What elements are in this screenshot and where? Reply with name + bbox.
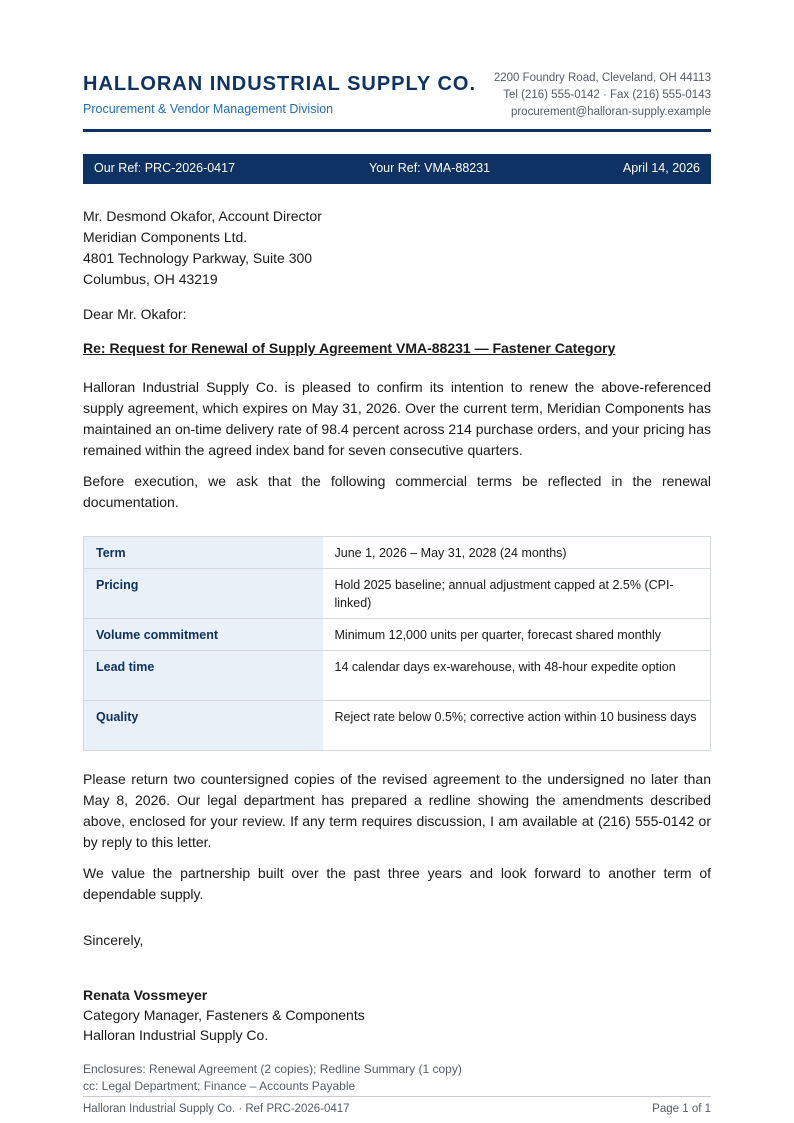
recipient-name: Mr. Desmond Okafor, Account Director [83,208,322,224]
your-reference: Your Ref: VMA-88231 [369,161,491,175]
terms-row [84,619,711,651]
company-name: HALLORAN INDUSTRIAL SUPPLY CO. [83,73,476,95]
page-number: Page 1 of 1 [652,1103,711,1115]
term-label: Volume commitment [84,619,323,651]
terms-row [84,569,711,619]
recipient-city: Columbus, OH 43219 [83,271,218,287]
letterhead-divider [83,129,711,132]
recipient-company: Meridian Components Ltd. [83,229,248,245]
term-value: Reject rate below 0.5%; corrective action within 10 business days [323,701,711,751]
signer-company: Halloran Industrial Supply Co. [83,1027,269,1043]
signer-name: Renata Vossmeyer [83,987,208,1003]
sender-phone-fax: Tel (216) 555-0142 · Fax (216) 555-0143 [503,89,711,101]
term-value: 14 calendar days ex-warehouse, with 48-hour expedite option [323,651,711,701]
body-paragraph-3: Please return two countersigned copies of the revised agreement to the undersigned no later than May 8, 2026. Our legal department has prepared a redline showing the amendments described above, enclosed for your review. If any term requires discussion, I am available at (216) 555-0142 or by reply to this letter. [83,771,711,850]
our-reference: Our Ref: PRC-2026-0417 [94,161,236,175]
term-label: Lead time [84,651,323,701]
signer-title: Category Manager, Fasteners & Components [83,1007,365,1023]
subject-line: Re: Request for Renewal of Supply Agreement VMA-88231 — Fastener Category [83,340,616,356]
sender-address-block [494,70,711,121]
reference-bar [83,154,711,184]
term-label: Pricing [84,569,323,619]
sender-address: 2200 Foundry Road, Cleveland, OH 44113 [493,72,711,84]
salutation: Dear Mr. Okafor: [83,306,187,322]
signature-block [83,985,365,1045]
footer-reference: Halloran Industrial Supply Co. · Ref PRC-2026-0417 [83,1103,350,1115]
recipient-street: 4801 Technology Parkway, Suite 300 [83,250,313,266]
sender-email: procurement@halloran-supply.example [510,106,711,118]
terms-row [84,651,711,701]
enclosures-block [83,1061,462,1095]
terms-row [84,537,711,569]
footer-divider [83,1096,711,1097]
cc-line: cc: Legal Department; Finance – Accounts Payable [83,1079,356,1093]
body-paragraph-1: Halloran Industrial Supply Co. is pleased to confirm its intention to renew the above-referenced supply agreement, which expires on May 31, 2026. Over the current term, Meridian Components has maintained an on-time delivery rate of 98.4 percent across 214 purchase orders, and your pricing has remained within the agreed index band for seven consecutive quarters. [83,379,711,458]
terms-row [84,701,711,751]
term-label: Quality [84,701,323,751]
body-paragraph-2: Before execution, we ask that the following commercial terms be reflected in the renewal documentation. [83,473,711,510]
term-label: Term [84,537,323,569]
closing: Sincerely, [83,932,144,948]
term-value: Hold 2025 baseline; annual adjustment capped at 2.5% (CPI-linked) [323,569,711,619]
term-value: June 1, 2026 – May 31, 2028 (24 months) [323,537,711,569]
term-value: Minimum 12,000 units per quarter, forecast shared monthly [323,619,711,651]
body-paragraph-4: We value the partnership built over the past three years and look forward to another term of dependable supply. [83,865,711,902]
letterhead [83,70,711,132]
enclosures-line: Enclosures: Renewal Agreement (2 copies); Redline Summary (1 copy) [83,1062,462,1076]
letter-date: April 14, 2026 [622,161,700,175]
terms-table [83,536,711,751]
division-name: Procurement & Vendor Management Division [83,102,334,116]
recipient-address [83,206,322,290]
